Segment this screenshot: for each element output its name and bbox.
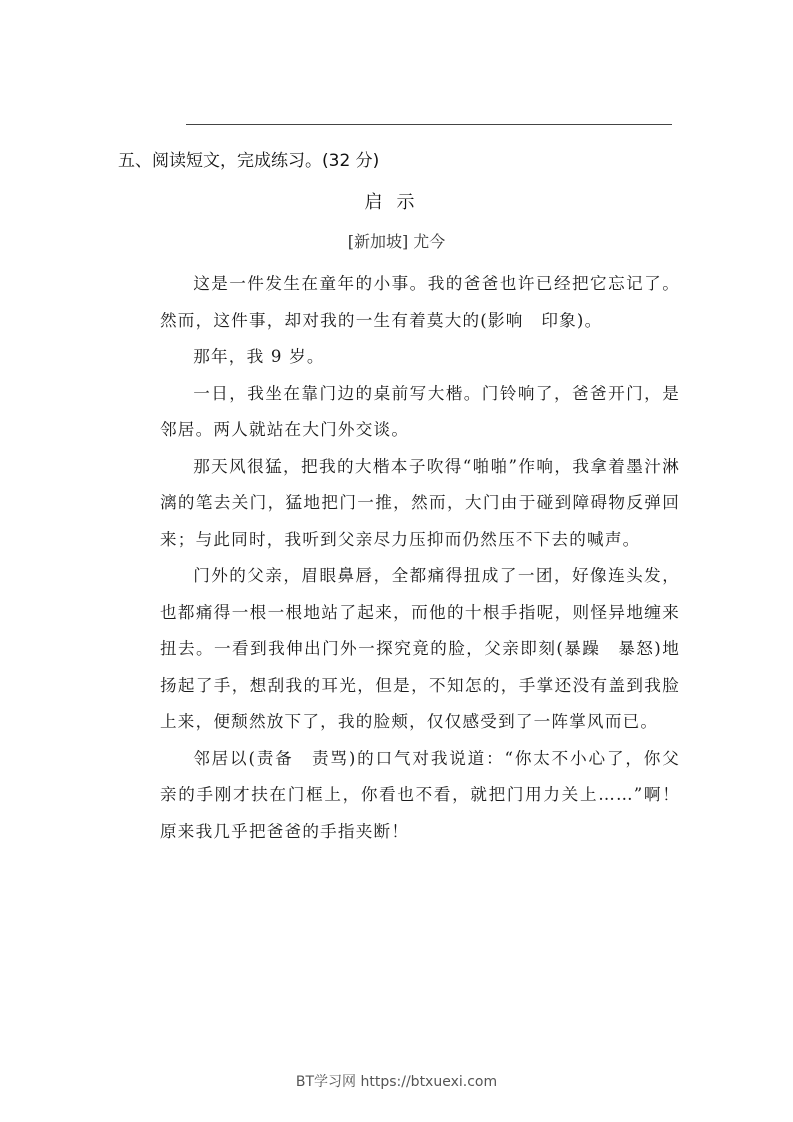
paragraph: 一日，我坐在靠门边的桌前写大楷。门铃响了，爸爸开门，是邻居。两人就站在大门外交谈。 <box>160 383 680 439</box>
paragraph: 这是一件发生在童年的小事。我的爸爸也许已经把它忘记了。然而，这件事，却对我的一生有着莫大的(影响 印象)。 <box>160 274 680 330</box>
article-body <box>160 266 680 850</box>
watermark-footer: BT学习网 https://btxuexi.com <box>295 1074 498 1090</box>
paragraph: 门外的父亲，眉眼鼻唇，全都痛得扭成了一团，好像连头发，也都痛得一根一根地站了起来，而他的十根手指呢，则怪异地缠来扭去。一看到我伸出门外一探究竟的脸，父亲即刻(暴躁 暴怒)地扬起了手，想刮我的耳光，但是，不知怎的，手掌还没有盖到我脸上来，便颓然放下了，我的脸颊，仅仅感受到了一阵掌风而已。 <box>160 566 680 731</box>
section-heading: 五、阅读短文，完成练习。(32 分) <box>118 151 380 171</box>
paragraph: 那天风很猛，把我的大楷本子吹得“啪啪”作响，我拿着墨汁淋漓的笔去关门，猛地把门一推，然而，大门由于碰到障碍物反弹回来；与此同时，我听到父亲尽力压抑而仍然压不下去的喊声。 <box>160 456 680 549</box>
paragraph: 邻居以(责备 责骂)的口气对我说道：“你太不小心了，你父亲的手刚才扶在门框上，你看也不看，就把门用力关上……”啊！原来我几乎把爸爸的手指夹断！ <box>160 748 680 841</box>
article-author: [新加坡] 尤今 <box>347 232 446 251</box>
article-title: 启示 <box>364 192 429 213</box>
paragraph: 那年，我 9 岁。 <box>193 347 325 366</box>
answer-line <box>186 124 672 125</box>
